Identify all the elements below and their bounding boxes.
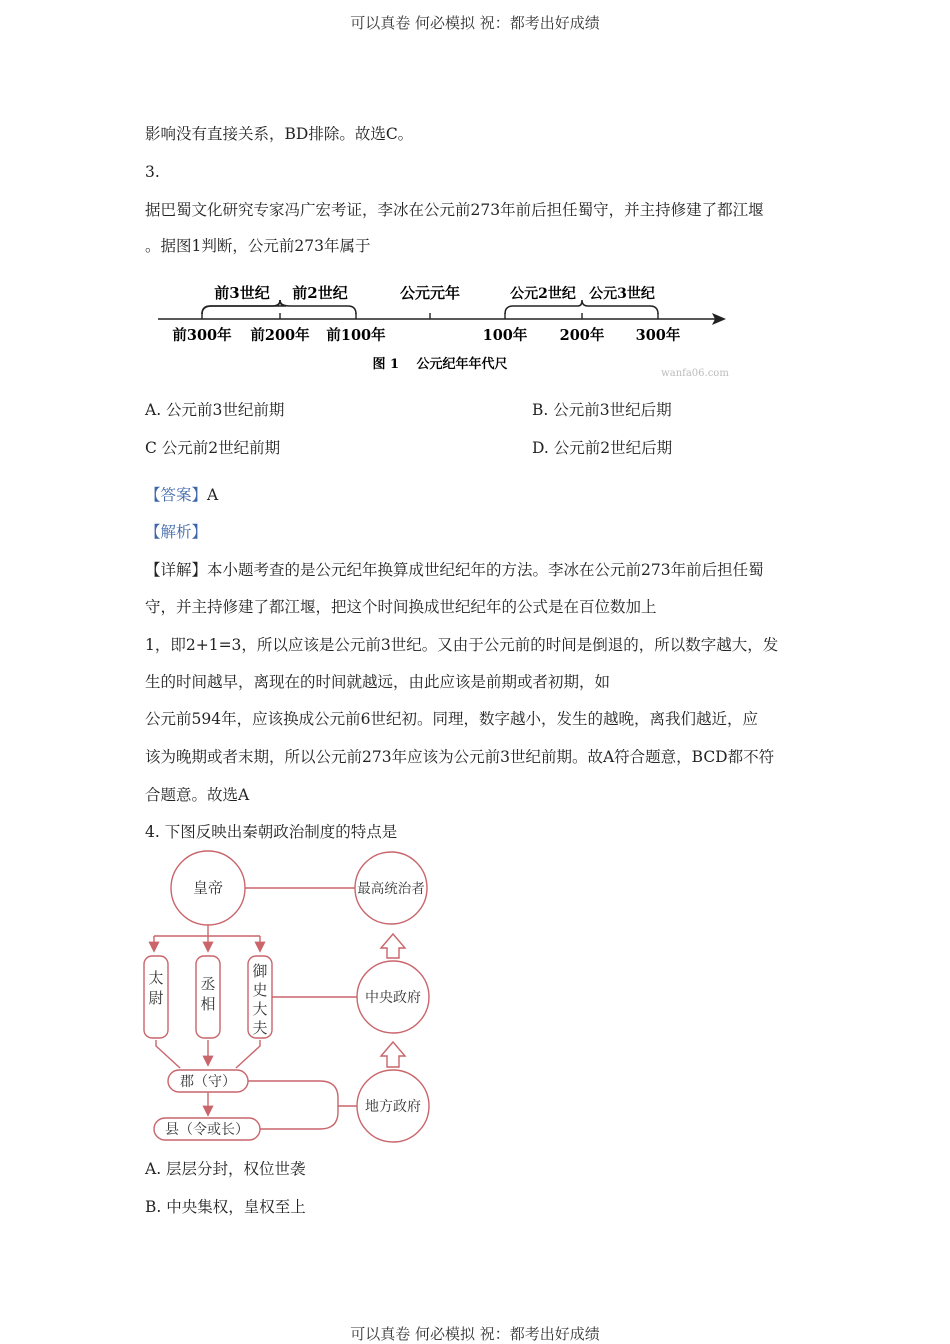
jun-label: 郡（守）	[180, 1074, 236, 1090]
local-label: 地方政府	[365, 1099, 421, 1115]
figure-caption: 图 1 公元纪年年代尺	[372, 357, 508, 372]
bracket-label-bc2: 前2世纪	[292, 284, 348, 302]
answer-value: A	[207, 486, 219, 504]
detail-tag: 【详解】	[145, 561, 208, 579]
detail-line-6: 该为晚期或者末期，所以公元前273年应该为公元前3世纪前期。故A符合题意，BCD都不符	[145, 748, 775, 766]
q3-number: 3.	[145, 163, 160, 181]
tick-ad300: 300年	[635, 327, 681, 344]
tick-ad200: 200年	[559, 327, 605, 344]
q3-option-c[interactable]: C 公元前2世纪前期	[145, 439, 281, 457]
chengxiang-char-1: 丞	[200, 975, 216, 993]
tick-ad100: 100年	[482, 327, 528, 344]
yushi-char-3: 大	[252, 1000, 268, 1018]
q4-option-a[interactable]: A. 层层分封，权位世袭	[145, 1160, 306, 1178]
detail-line-3: 1，即2+1=3，所以应该是公元前3世纪。又由于公元前的时间是倒退的，所以数字越大，发	[145, 636, 779, 654]
yushi-char-2: 史	[252, 981, 268, 999]
emperor-label: 皇帝	[192, 879, 224, 897]
label-year-one: 公元元年	[399, 284, 461, 302]
q3-option-a[interactable]: A. 公元前3世纪前期	[145, 401, 285, 419]
xian-label: 县（令或长）	[165, 1122, 249, 1138]
intro-line: 影响没有直接关系，BD排除。故选C。	[145, 125, 414, 143]
yushi-char-1: 御	[252, 962, 268, 980]
up-arrow-icon	[381, 934, 405, 958]
tick-bc200: 前200年	[250, 327, 310, 344]
watermark: wanfa06.com	[661, 368, 729, 379]
detail-line-5: 公元前594年，应该换成公元前6世纪初。同理，数字越小，发生的越晚，离我们越近，应	[145, 710, 758, 728]
page-header: 可以真卷 何必模拟 祝：都考出好成绩	[350, 14, 600, 32]
central-label: 中央政府	[365, 990, 421, 1006]
tick-bc100: 前100年	[326, 327, 386, 344]
page-footer: 可以真卷 何必模拟 祝：都考出好成绩	[350, 1325, 600, 1343]
supreme-label: 最高统治者	[357, 881, 425, 897]
analysis-tag: 【解析】	[145, 523, 208, 541]
yushi-char-4: 夫	[252, 1019, 268, 1037]
bracket-bc3	[202, 300, 286, 314]
tick-bc300: 前300年	[172, 327, 232, 344]
detail-line-2: 守，并主持修建了都江堰，把这个时间换成世纪纪年的公式是在百位数加上	[145, 598, 657, 616]
bracket-label-ad2: 公元2世纪	[510, 286, 576, 302]
chengxiang-char-2: 相	[200, 995, 216, 1013]
q3-option-d[interactable]: D. 公元前2世纪后期	[532, 439, 673, 457]
q3-stem-line2: 。据图1判断，公元前273年属于	[145, 237, 371, 255]
qin-system-diagram	[140, 850, 440, 1150]
q3-option-b[interactable]: B. 公元前3世纪后期	[532, 401, 672, 419]
up-arrow-icon	[381, 1042, 405, 1067]
detail-text-1: 本小题考查的是公元纪年换算成世纪纪年的方法。李冰在公元前273年前后担任蜀	[207, 561, 764, 579]
answer-line	[145, 485, 218, 505]
detail-line-1	[145, 560, 764, 580]
bracket-label-ad3: 公元3世纪	[589, 286, 655, 302]
q4-option-b[interactable]: B. 中央集权，皇权至上	[145, 1198, 306, 1216]
q4-stem: 4. 下图反映出秦朝政治制度的特点是	[145, 823, 398, 841]
taiwei-char-2: 尉	[148, 989, 164, 1007]
detail-line-4: 生的时间越早，离现在的时间就越远，由此应该是前期或者初期，如	[145, 673, 611, 691]
bracket-label-bc3: 前3世纪	[214, 284, 270, 302]
timeline-figure	[150, 278, 740, 383]
detail-line-7: 合题意。故选A	[145, 786, 250, 804]
q3-stem-line1: 据巴蜀文化研究专家冯广宏考证，李冰在公元前273年前后担任蜀守，并主持修建了都江堰	[145, 201, 764, 219]
answer-tag: 【答案】	[145, 486, 208, 504]
taiwei-char-1: 太	[148, 969, 164, 987]
